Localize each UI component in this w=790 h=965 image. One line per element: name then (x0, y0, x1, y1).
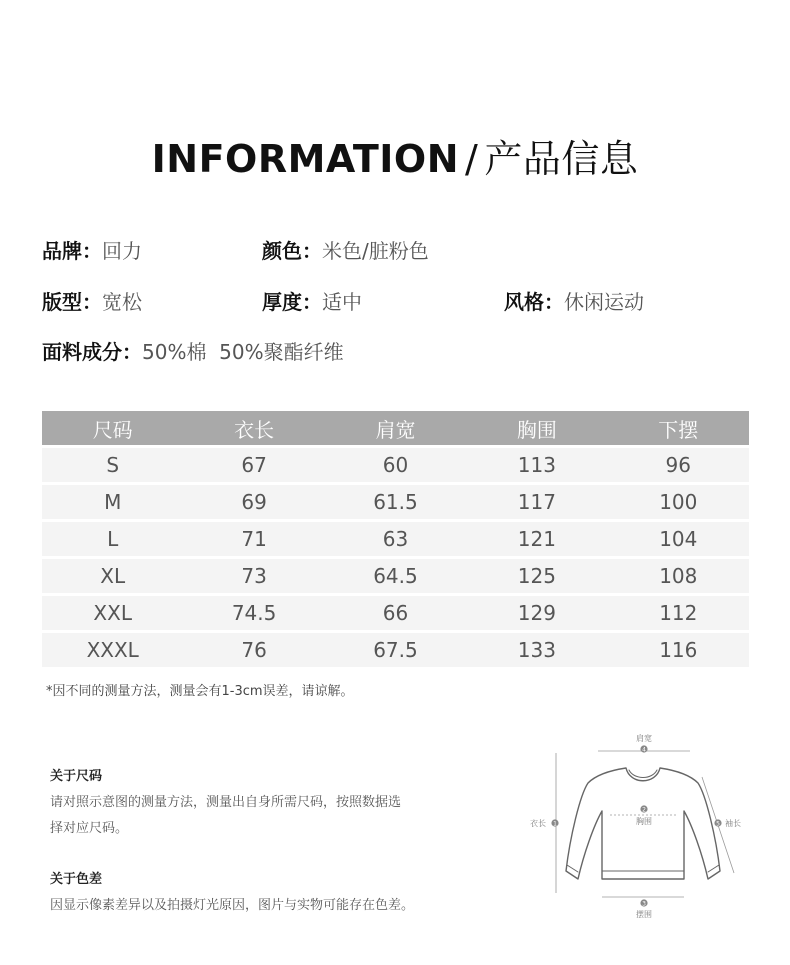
info-fit-label: 版型： (42, 290, 102, 314)
cell-chest: 113 (466, 445, 607, 482)
cell-length: 74.5 (183, 593, 324, 630)
chest-label: 胸围 (636, 817, 652, 826)
cell-length: 71 (183, 519, 324, 556)
cell-shoulder: 66 (325, 593, 466, 630)
measurement-note: *因不同的测量方法，测量会有1-3cm误差，请谅解。 (46, 684, 354, 699)
cell-shoulder: 67.5 (325, 630, 466, 667)
info-material-label: 面料成分： (42, 340, 142, 364)
cell-length: 73 (183, 556, 324, 593)
table-row (42, 593, 749, 630)
measurement-diagram (520, 725, 760, 925)
about-size-line-2: 择对应尺码。 (50, 821, 129, 836)
about-size-heading: 关于尺码 (50, 769, 103, 784)
col-chest: 胸围 (466, 411, 607, 445)
size-table (42, 411, 749, 667)
hem-label: 摆围 (636, 910, 652, 919)
cell-chest: 133 (466, 630, 607, 667)
about-size-line-1: 请对照示意图的测量方法，测量出自身所需尺码，按照数据选 (50, 795, 402, 810)
info-brand-value: 回力 (102, 239, 142, 263)
cell-size: S (42, 445, 183, 482)
info-style-label: 风格： (504, 290, 564, 314)
shoulder-label: 肩宽 (636, 734, 652, 743)
cell-size: M (42, 482, 183, 519)
marker-1-number: 1 (553, 820, 557, 828)
cell-size: XXXL (42, 630, 183, 667)
cell-chest: 121 (466, 519, 607, 556)
info-color-value: 米色/脏粉色 (322, 239, 429, 263)
info-material-value: 50%棉 50%聚酯纤维 (142, 340, 344, 364)
about-size-text (50, 790, 480, 842)
marker-4-number: 4 (642, 746, 646, 754)
info-material (42, 336, 344, 365)
marker-3-number: 3 (642, 900, 646, 908)
info-thickness (262, 286, 362, 315)
info-fit (42, 286, 142, 315)
marker-5-number: 5 (716, 820, 720, 828)
about-color-text: 因显示像素差异以及拍摄灯光原因，图片与实物可能存在色差。 (50, 898, 415, 913)
cell-size: XXL (42, 593, 183, 630)
col-shoulder: 肩宽 (325, 411, 466, 445)
info-fit-value: 宽松 (102, 290, 142, 314)
cell-hem: 116 (608, 630, 749, 667)
info-style (504, 286, 644, 315)
title-separator: / (465, 137, 479, 181)
cell-hem: 96 (608, 445, 749, 482)
cell-length: 69 (183, 482, 324, 519)
info-brand (42, 235, 142, 264)
cell-hem: 108 (608, 556, 749, 593)
cell-shoulder: 63 (325, 519, 466, 556)
table-row (42, 482, 749, 519)
col-hem: 下摆 (608, 411, 749, 445)
title-en: INFORMATION (151, 137, 460, 181)
table-row (42, 630, 749, 667)
cell-shoulder: 64.5 (325, 556, 466, 593)
cell-hem: 112 (608, 593, 749, 630)
info-brand-label: 品牌： (42, 239, 102, 263)
info-color (262, 235, 429, 264)
page-title (0, 128, 790, 183)
cell-hem: 104 (608, 519, 749, 556)
info-thickness-label: 厚度： (262, 290, 322, 314)
cell-shoulder: 61.5 (325, 482, 466, 519)
cell-hem: 100 (608, 482, 749, 519)
cell-size: XL (42, 556, 183, 593)
length-label: 衣长 (530, 819, 546, 828)
col-size: 尺码 (42, 411, 183, 445)
cell-chest: 125 (466, 556, 607, 593)
marker-2-number: 2 (642, 806, 646, 814)
cell-chest: 129 (466, 593, 607, 630)
size-table-header (42, 411, 749, 445)
col-length: 衣长 (183, 411, 324, 445)
sleeve-label: 袖长 (725, 819, 741, 828)
cell-chest: 117 (466, 482, 607, 519)
info-style-value: 休闲运动 (564, 290, 644, 314)
title-cn: 产品信息 (484, 137, 639, 181)
cell-length: 76 (183, 630, 324, 667)
table-row (42, 445, 749, 482)
info-thickness-value: 适中 (322, 290, 362, 314)
cell-size: L (42, 519, 183, 556)
info-color-label: 颜色： (262, 239, 322, 263)
cell-length: 67 (183, 445, 324, 482)
about-color-heading: 关于色差 (50, 872, 103, 887)
cell-shoulder: 60 (325, 445, 466, 482)
table-row (42, 519, 749, 556)
table-row (42, 556, 749, 593)
